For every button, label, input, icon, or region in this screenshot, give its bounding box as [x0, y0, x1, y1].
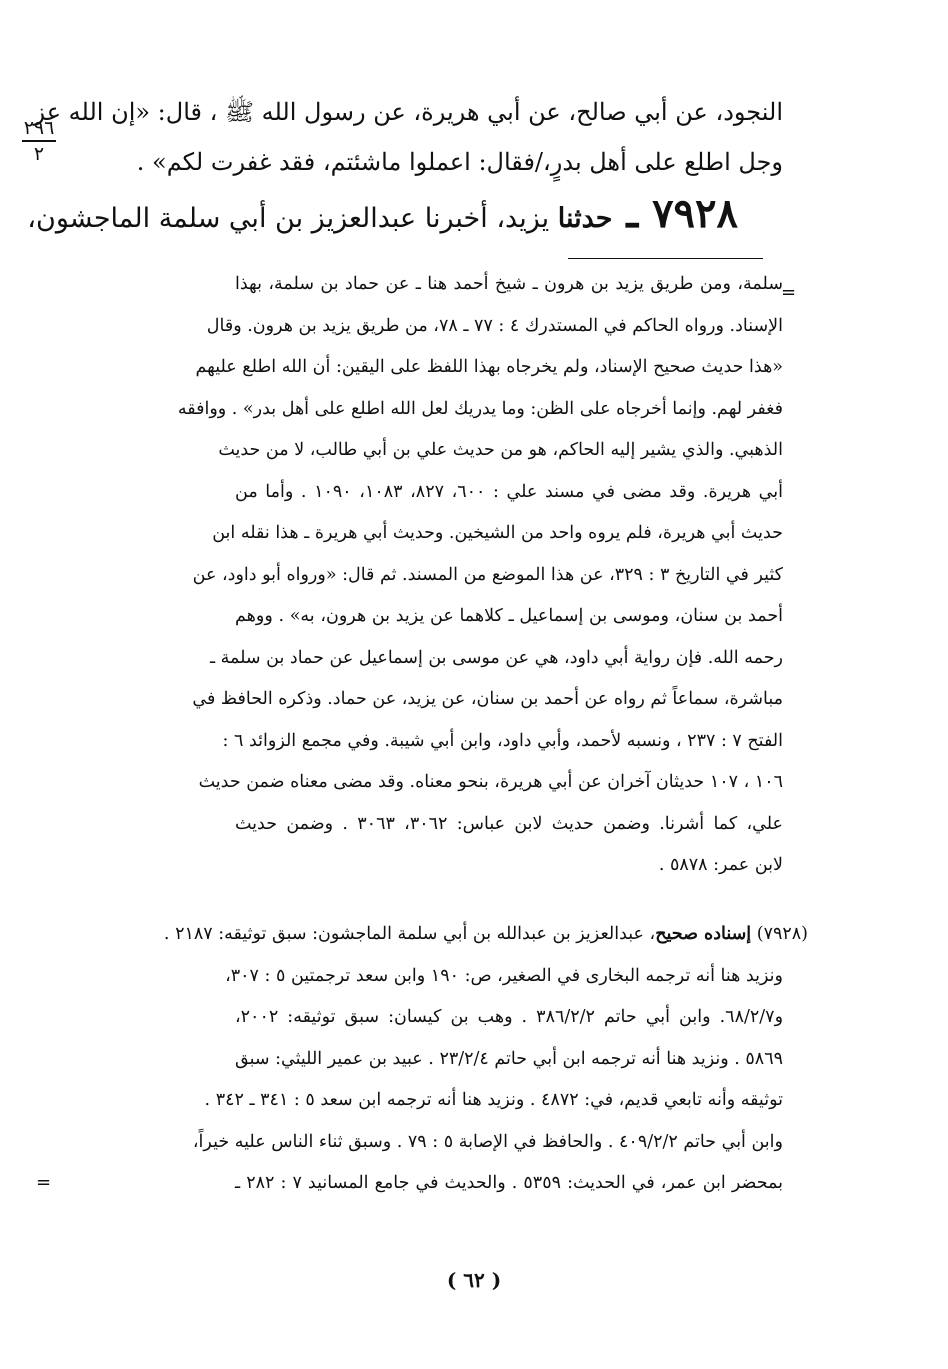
footnote-bold-phrase: إسناده صحيح — [655, 924, 752, 944]
footnote-line: فغفر لهم. وإنما أخرجاه على الظن: وما يدريك لعل الله اطلع على أهل بدر» . ووافقه — [177, 398, 783, 419]
footnote-continuation-marker: = — [781, 282, 797, 303]
hadith-dash: ـ — [612, 190, 653, 237]
footnote-line: بمحضر ابن عمر، في الحديث: ٥٣٥٩ . والحديث في جامع المسانيد ٧ : ٢٨٢ ـ — [235, 1173, 783, 1193]
footnote-7928-line-1 — [163, 917, 808, 952]
footnote-line: سلمة، ومن طريق يزيد بن هرون ـ شيخ أحمد هنا ـ عن حماد بن سلمة، بهذا — [235, 274, 783, 294]
margin-ref-bottom: ٢ — [33, 143, 45, 165]
hadith-text: يزيد، أخبرنا عبدالعزيز بن أبي سلمة الماجشون، — [27, 203, 558, 234]
footnote-line: حديث أبي هريرة، فلم يروه واحد من الشيخين. وحديث أبي هريرة ـ هذا نقله ابن — [212, 523, 783, 543]
main-text-line-2: وجل اطلع على أهل بدرٍ،/فقال: اعملوا ماشئتم، فقد غفرت لكم» . — [136, 148, 783, 176]
footnote-line: الذهبي. والذي يشير إليه الحاكم، هو من حديث علي بن أبي طالب، لا من حديث — [218, 440, 783, 460]
footnote-line: كثير في التاريخ ٣ : ٣٢٩، عن هذا الموضع من المسند. ثم قال: «ورواه أبو داود، عن — [192, 564, 783, 585]
footnote-line: أبي هريرة. وقد مضى في مسند علي : ٦٠٠، ٨٢٧، ١٠٨٣، ١٠٩٠ . وأما من — [235, 481, 783, 502]
footnote-number: (٧٩٢٨) — [756, 924, 808, 944]
hadith-keyword: حدثنا — [557, 203, 613, 234]
footnote-line: ٥٨٦٩ . ونزيد هنا أنه ترجمه ابن أبي حاتم ٢٣/٢/٤ . عبيد بن عمير الليثي: سبق — [235, 1048, 783, 1069]
main-text-line-1: النجود، عن أبي صالح، عن أبي هريرة، عن رسول الله ﷺ ، قال: «إن الله عز — [33, 98, 783, 126]
footnote-line: مباشرة، سماعاً ثم رواه عن أحمد بن سنان، عن يزيد، عن حماد. وذكره الحافظ في — [192, 689, 783, 709]
margin-ref-divider — [22, 140, 56, 142]
footnote-line: علي، كما أشرنا. وضمن حديث لابن عباس: ٣٠٦٢، ٣٠٦٣ . وضمن حديث — [235, 813, 783, 834]
hadith-number: ٧٩٢٨ — [652, 190, 738, 237]
footnote-line: الفتح ٧ : ٢٣٧ ، ونسبه لأحمد، وأبي داود، وابن أبي شيبة. وفي مجمع الزوائد ٦ : — [222, 730, 783, 751]
footnote-line: ونزيد هنا أنه ترجمه البخارى في الصغير، ص: ١٩٠ وابن سعد ترجمتين ٥ : ٣٠٧، — [225, 965, 783, 986]
footnote-continues-marker: = — [36, 1172, 52, 1193]
footnote-line: أحمد بن سنان، وموسى بن إسماعيل ـ كلاهما عن يزيد بن هرون، به» . ووهم — [235, 606, 783, 626]
footnote-line-rest: ، عبدالعزيز بن عبدالله بن أبي سلمة الماجشون: سبق توثيقه: ٢١٨٧ . — [163, 924, 656, 944]
margin-ref-top: ٢٩٦ — [23, 117, 55, 139]
footnote-line: رحمه الله. فإن رواية أبي داود، هي عن موسى بن إسماعيل عن حماد بن سلمة ـ — [209, 647, 783, 668]
footnote-line: ١٠٦ ، ١٠٧ حديثان آخران عن أبي هريرة، بنحو معناه. وقد مضى معناه ضمن حديث — [198, 772, 783, 792]
footnote-line: وابن أبي حاتم ٤٠٩/٢/٢ . والحافظ في الإصابة ٥ : ٧٩ . وسبق ثناء الناس عليه خيراً، — [192, 1131, 783, 1152]
hadith-heading — [27, 188, 738, 245]
footnote-line: توثيقه وأنه تابعي قديم، في: ٤٨٧٢ . ونزيد هنا أنه ترجمه ابن سعد ٥ : ٣٤١ ـ ٣٤٢ . — [204, 1090, 783, 1110]
footnote-line: «هذا حديث صحيح الإسناد، ولم يخرجاه بهذا اللفظ على اليقين: أن الله اطلع عليهم — [195, 357, 783, 377]
footnote-line: و٦٨/٢/٧. وابن أبي حاتم ٣٨٦/٢/٢ . وهب بن كيسان: سبق توثيقه: ٢٠٠٢، — [235, 1007, 784, 1027]
footnote-line: الإسناد. ورواه الحاكم في المستدرك ٤ : ٧٧ ـ ٧٨، من طريق يزيد بن هرون. وقال — [206, 315, 783, 336]
page-number: ( ٦٢ ) — [446, 1268, 502, 1292]
footnote-separator — [568, 258, 763, 259]
footnote-line: لابن عمر: ٥٨٧٨ . — [658, 855, 783, 875]
